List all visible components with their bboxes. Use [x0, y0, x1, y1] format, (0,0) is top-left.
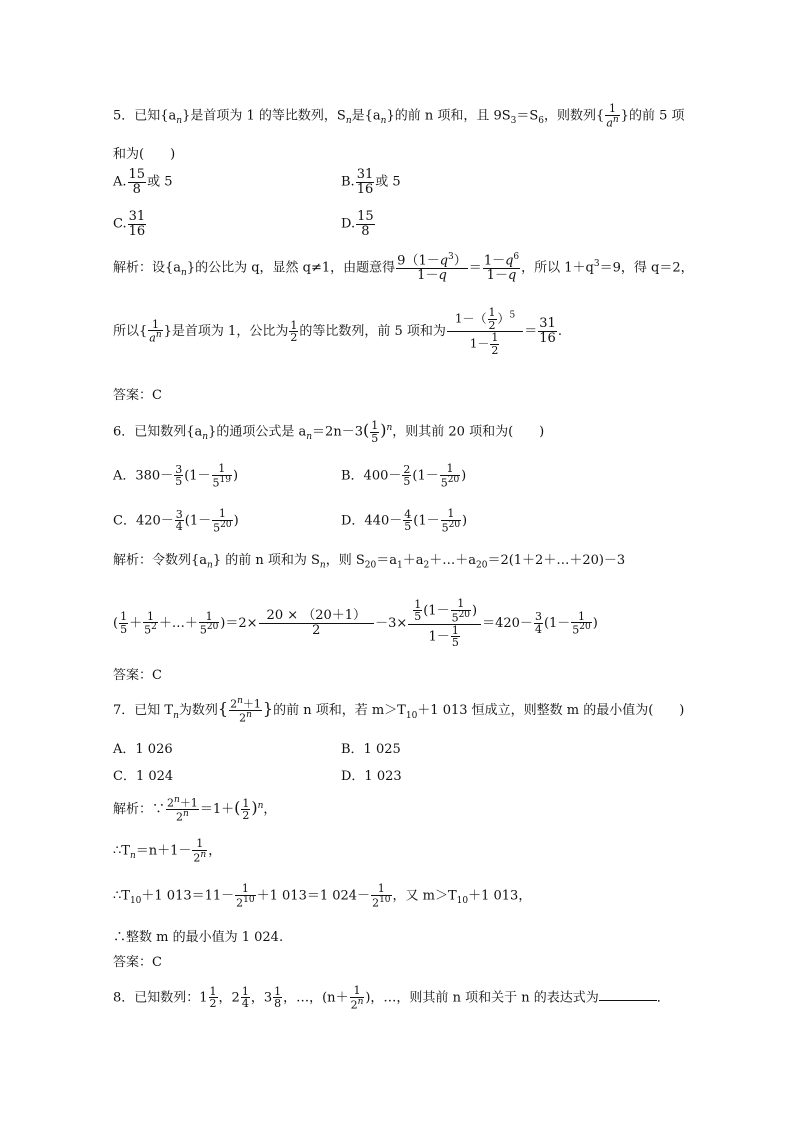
q5-stem-line2: 和为( ): [113, 147, 176, 162]
q7-option-a: A．1 026: [113, 742, 173, 757]
q5-analysis-line1: 解析：设$\{a_n\}$的公比为 q，显然 q≠1，由题意得 $\frac{9(1-q^3)}{1-q}$ ＝ $\frac{1-q^6}{1-q}$ ，所以 $1+q^3=9$，得 q＝2，: [113, 252, 694, 283]
answer-blank[interactable]: [599, 988, 657, 1001]
q7-stem: 7．已知 $T_n$为数列{ $\frac{2^n+1}{2^n}$ }的前 n 项和，若 $m>T_{10}+1$ 013 恒成立，则整数 m 的最小值为( ): [113, 696, 685, 725]
q6-stem: 6．已知数列$\{a_n\}$的通项公式是 $a_n=2n-3$( $\frac{1}{5}$ )$^n$，则其前 20 项和为( ): [113, 419, 545, 445]
q7-option-d: D．1 023: [341, 769, 402, 784]
q6-option-a: A．380－ $\frac{3}{5}$ (1－ $\frac{1}{5^{19}}$ ): [113, 462, 239, 490]
q7-analysis-line2: $\therefore T_n=n+1-$ $\frac{1}{2^n}$ ，: [113, 837, 222, 865]
q5-option-a: A. $\frac{15}{8}$ 或 5: [113, 167, 173, 197]
q5-stem-line1: 5．已知$\{a_n\}$是首项为 1 的等比数列，$S_n$是$\{a_n\}$的前 n 项和，且 $9S_3=S_6$，则数列{ $\frac{1}{a^n}$ }的前 5 项: [113, 102, 685, 130]
q6-analysis-line2: ( $\frac{1}{5}$ ＋ $\frac{1}{5^2}$ ＋…＋ $\frac{1}{5^{20}}$ )＝2× $\frac{20 \times (20+1)}{2}$ －3× $\frac{1}{5}$ (1－ $\frac{1}{5^{20}}$ ) 1－ $\frac{1}{5}$ ＝420－ $\frac{3}{4}$ (1－ $\frac{1}{5^{20}}$ ): [113, 597, 598, 650]
q7-analysis-line1: 解析：∵ $\frac{2^n+1}{2^n}$ ＝1＋( $\frac{1}{2}$ )$^n$，: [113, 795, 277, 824]
q7-answer: 答案：C: [113, 955, 162, 970]
q6-option-b: B．400－ $\frac{2}{5}$ (1－ $\frac{1}{5^{20}}$ ): [341, 462, 467, 490]
q5-option-d: D. $\frac{15}{8}$: [341, 209, 374, 239]
q7-analysis-line4: ∴整数 m 的最小值为 1 024.: [113, 930, 284, 945]
q6-answer: 答案：C: [113, 668, 162, 683]
q6-option-c: C．420－ $\frac{3}{4}$ (1－ $\frac{1}{5^{20}}$ ): [113, 507, 239, 535]
q6-analysis-line1: 解析：令数列$\{a_n\}$ 的前 n 项和为 $S_n$，则 $S_{20}=a_1+a_2+\dots+a_{20}=2(1+2+\dots+20)-3$: [113, 553, 626, 571]
q7-analysis-line3: $\therefore T_{10}+1$ 013＝11－ $\frac{1}{2^{10}}$ ＋1 013＝1 024－ $\frac{1}{2^{10}}$ ，又 $m>T_{10}+1$ 013，: [113, 882, 532, 910]
q5-option-c: C. $\frac{31}{16}$: [113, 209, 146, 239]
q5-analysis-line2: 所以{ $\frac{1}{a^n}$ }是首项为 1，公比为 $\frac{1}{2}$ 的等比数列，前 5 项和为 1－（ $\frac{1}{2}$ ）$^5$ 1－ $\frac{1}{2}$ ＝ $\frac{31}{16}$ .: [113, 306, 562, 357]
q7-option-b: B．1 025: [341, 742, 401, 757]
q7-option-c: C．1 024: [113, 769, 174, 784]
q6-option-d: D．440－ $\frac{4}{5}$ (1－ $\frac{1}{5^{20}}$ ): [341, 507, 468, 535]
fraction-1-over-an: $\frac{1}{a^n}$: [606, 102, 619, 130]
q5-option-b: B. $\frac{31}{16}$ 或 5: [341, 167, 401, 197]
q8-stem: 8．已知数列：1 $\frac{1}{2}$ ，2 $\frac{1}{4}$ ，3 $\frac{1}{8}$ ，…，(n＋ $\frac{1}{2^n}$ )，…，则其前 n 项和关于 n 的表达式为 ．: [113, 984, 670, 1012]
q5-answer: 答案：C: [113, 388, 162, 403]
